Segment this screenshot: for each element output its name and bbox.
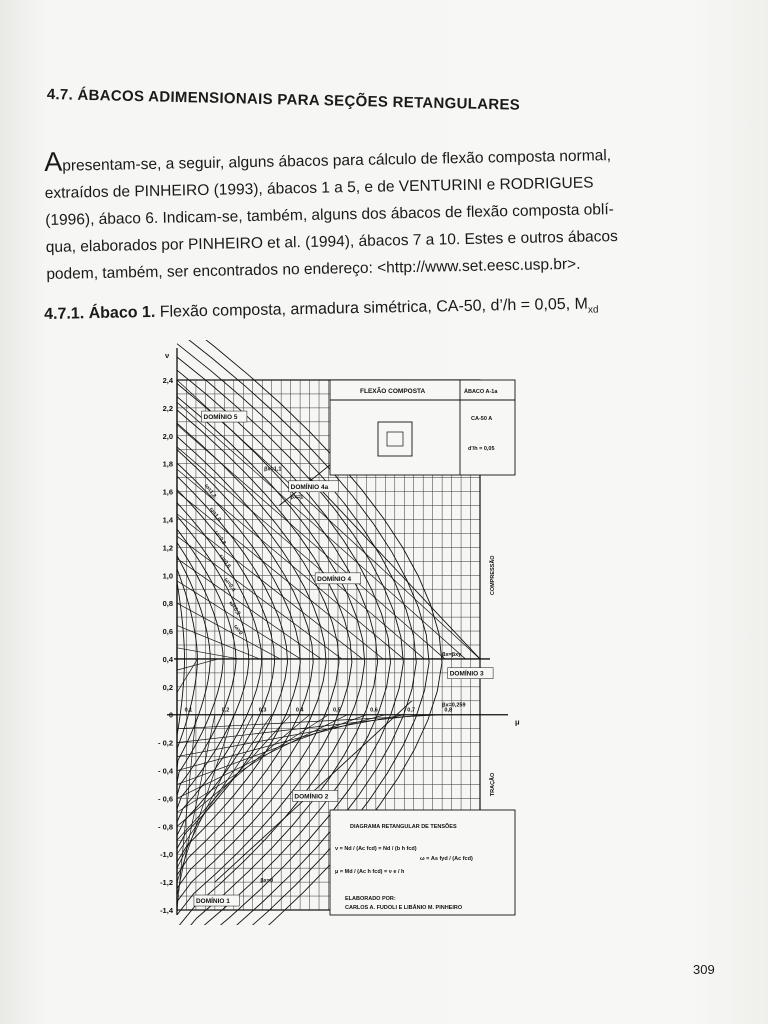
domain-diagonal (177, 447, 424, 659)
interaction-chart (135, 340, 535, 925)
subsection-number: 4.7.1. Ábaco 1. (44, 303, 156, 323)
legend-title: FLEXÃO COMPOSTA (360, 388, 426, 395)
beta-label: βx=0,259 (442, 702, 466, 709)
domain-label: DOMÍNIO 2 (294, 793, 329, 801)
curve-label: ω=0,2 (227, 600, 242, 617)
omega-curve (177, 437, 329, 889)
formula-omega: ω = As fyd / (Ac fcd) (420, 856, 473, 862)
domain-diagonal (177, 559, 321, 659)
domain-diagonal (177, 514, 362, 659)
y-tick-label: 1,2 (162, 543, 173, 553)
y-tick-label: - 0,8 (157, 822, 173, 832)
y-tick-label: 1,0 (162, 571, 173, 581)
paragraph-line-3: (1996), ábaco 6. Indicam-se, também, alguns dos ábacos de flexão composta oblí- (45, 201, 615, 229)
y-tick-label: 0,6 (162, 627, 173, 637)
curve-label: ω=1,2 (203, 483, 217, 500)
curve-label: ω=0,4 (222, 576, 237, 594)
drop-cap: A (43, 146, 63, 177)
curve-label: ω=0,6 (217, 553, 232, 570)
formula-mu: μ = Md / (Ac h fcd) = ν e / h (335, 869, 405, 875)
beta-label: βx=βxy (442, 652, 462, 659)
subsection-text: Flexão composta, armadura simétrica, CA-50, d’/h = 0,05, M (155, 295, 589, 321)
intro-paragraph (44, 140, 666, 288)
beta-label: βx=1 (290, 494, 304, 501)
curve-label: ω=0 (232, 623, 244, 637)
omega-tick-label: 0,6 (370, 707, 378, 714)
omega-tick-label: 0,4 (295, 707, 304, 714)
paragraph-line-2: extraídos de PINHEIRO (1993), ábacos 1 a 5, e de VENTURINI e RODRIGUES (44, 174, 594, 202)
omega-curve (177, 543, 223, 783)
domain-label: DOMÍNIO 1 (195, 898, 230, 906)
omega-tick-label: 0,7 (407, 707, 415, 714)
domain-diagonal (177, 581, 301, 659)
page-number: 309 (693, 962, 715, 977)
formula-title: DIAGRAMA RETANGULAR DE TENSÕES (350, 824, 457, 830)
subsection-subscript: xd (587, 304, 599, 316)
credit-line-1: ELABORADO POR: (345, 896, 396, 902)
y-tick-label: -1,4 (160, 906, 173, 915)
curve-label: ω=0,8 (212, 529, 227, 547)
legend-ratio: d'/h = 0,05 (468, 446, 495, 452)
y-tick-label: 0,4 (162, 654, 173, 664)
paragraph-line-1-text: presentam-se, a seguir, alguns ábacos para cálculo de flexão composta normal, (62, 147, 612, 175)
y-tick-label: - 0,6 (157, 794, 173, 804)
y-tick-label: -1,2 (160, 878, 173, 888)
y-tick-label: - 0,4 (157, 766, 173, 776)
omega-tick-label: 0,5 (333, 707, 341, 714)
beta-label: βx=1,1 (264, 466, 282, 473)
section-title: 4.7. ÁBACOS ADIMENSIONAIS PARA SEÇÕES RETANGULARES (46, 86, 521, 114)
y-tick-label: 1,8 (162, 459, 173, 469)
curve-label: ω=1,0 (207, 506, 222, 523)
domain-label: DOMÍNIO 3 (449, 670, 484, 678)
domain-label: DOMÍNIO 4a (290, 483, 329, 491)
mu-axis-label: μ (515, 717, 520, 727)
y-tick-label: 2,4 (162, 376, 173, 385)
paragraph-line-4: qua, elaborados por PINHEIRO et al. (1994), ábacos 7 a 10. Estes e outros ábacos (45, 228, 619, 256)
y-tick-label: - 0,2 (157, 738, 173, 748)
omega-curve (177, 423, 339, 901)
paragraph-line-5: podem, também, ser encontrados no endereço: <http://www.set.eesc.usp.br>. (46, 255, 581, 283)
chart-svg (135, 340, 535, 925)
y-tick-label: 1,6 (162, 487, 173, 497)
y-tick-label: 0 (168, 710, 173, 720)
subsection-heading (44, 295, 599, 326)
omega-tick-label: 0,1 (184, 707, 193, 714)
compression-label: COMPRESSÃO (490, 555, 496, 596)
y-tick-label: 1,4 (162, 515, 173, 525)
omega-tick-label: 0,2 (221, 707, 230, 714)
formula-nu: ν = Nd / (Ac fcd) = Nd / (b h fcd) (335, 846, 417, 852)
tension-label: TRAÇÃO (490, 772, 496, 797)
y-tick-label: 2,0 (162, 431, 173, 441)
legend-code: ÁBACO A-1a (464, 389, 498, 395)
legend-steel: CA-50 A (471, 416, 493, 422)
omega-curve (177, 476, 288, 848)
y-tick-label: 2,2 (162, 403, 173, 413)
y-tick-label: -1,0 (160, 850, 173, 860)
y-tick-label: 0,2 (162, 682, 173, 692)
nu-axis-label: ν (165, 351, 170, 360)
beta-label: βx=0 (260, 878, 274, 885)
omega-tick-label: 0,8 (444, 707, 453, 714)
omega-tick-label: 0,3 (258, 707, 267, 714)
credit-line-2: CARLOS A. FUDOLI E LIBÂNIO M. PINHEIRO (345, 905, 463, 911)
y-tick-label: 0,8 (162, 599, 173, 609)
domain-label: DOMÍNIO 4 (317, 575, 352, 583)
domain-label: DOMÍNIO 5 (203, 414, 238, 422)
